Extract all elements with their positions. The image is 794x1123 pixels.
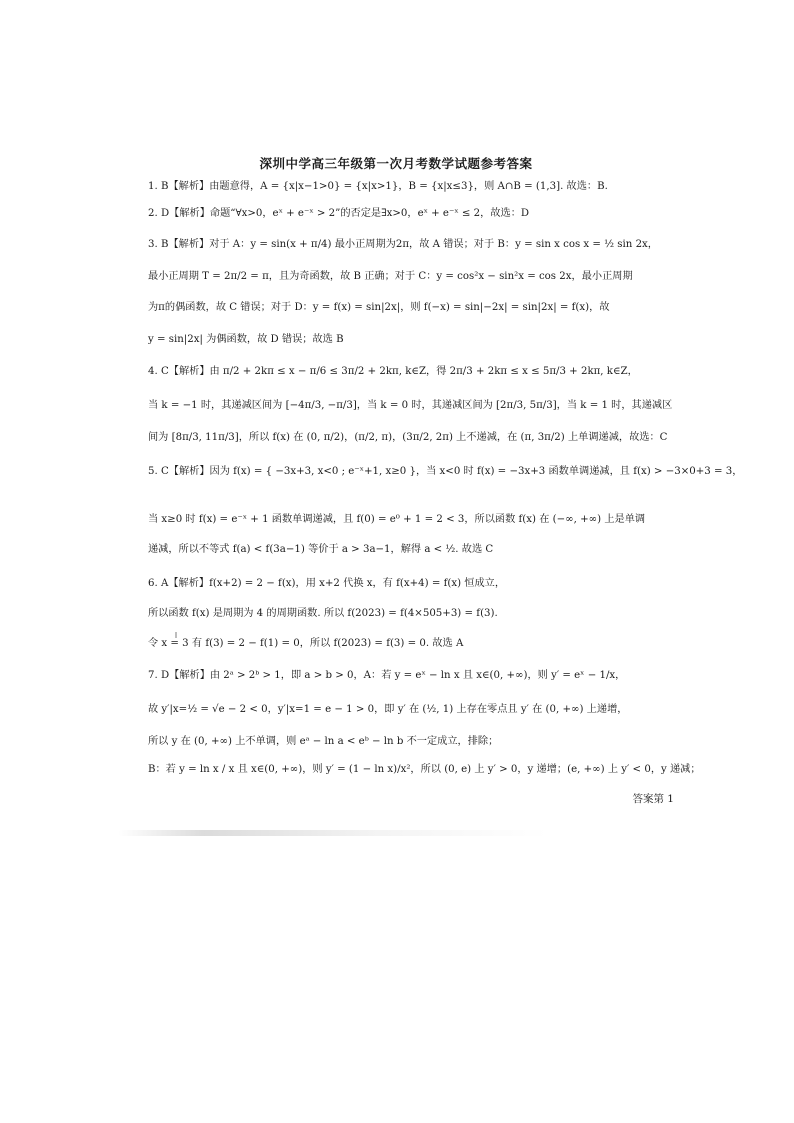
answer-line: 3. B【解析】对于 A：y = sin(x + π/4) 最小正周期为2π，故 A 错误；对于 B：y = sin x cos x = ½ sin 2x，: [148, 239, 658, 250]
answer-line: 所以 y 在 (0, +∞) 上不单调，则 eᵃ − ln a < eᵇ − ln b 不一定成立，排除；: [148, 736, 499, 747]
answer-line: 所以函数 f(x) 是周期为 4 的周期函数. 所以 f(2023) = f(4×505+3) = f(3).: [148, 608, 498, 619]
answer-line: 4. C【解析】由 π/2 + 2kπ ≤ x − π/6 ≤ 3π/2 + 2kπ, k∈Z，得 2π/3 + 2kπ ≤ x ≤ 5π/3 + 2kπ, k∈Z，: [148, 366, 638, 377]
answer-line: 当 k = −1 时，其递减区间为 [−4π/3, −π/3]，当 k = 0 时，其递减区间为 [2π/3, 5π/3]，当 k = 1 时，其递减区: [148, 400, 673, 411]
scan-speck: [175, 632, 177, 638]
answer-line: 递减，所以不等式 f(a) < f(3a−1) 等价于 a > 3a−1，解得 a < ½. 故选 C: [148, 544, 494, 555]
answer-line: 为π的偶函数，故 C 错误；对于 D：y = f(x) = sin|2x|，则 f(−x) = sin|−2x| = sin|2x| = f(x)，故: [148, 302, 610, 313]
answer-line: 当 x≥0 时 f(x) = e⁻ˣ + 1 函数单调递减，且 f(0) = e⁰ + 1 = 2 < 3，所以函数 f(x) 在 (−∞, +∞) 上是单调: [148, 514, 646, 525]
answer-line: 故 y′|x=½ = √e − 2 < 0，y′|x=1 = e − 1 > 0，即 y′ 在 (½, 1) 上存在零点且 y′ 在 (0, +∞) 上递增，: [148, 704, 628, 715]
document-title: 深圳中学高三年级第一次月考数学试题参考答案: [259, 156, 533, 171]
answer-line: 5. C【解析】因为 f(x) = { −3x+3, x<0 ; e⁻ˣ+1, x≥0 }，当 x<0 时 f(x) = −3x+3 函数单调递减，且 f(x) > −3×0+3 = 3，: [148, 466, 743, 477]
answer-line: 令 x = 3 有 f(3) = 2 − f(1) = 0，所以 f(2023) = f(3) = 0. 故选 A: [148, 638, 464, 649]
page-footer: 答案第 1: [632, 793, 674, 805]
answer-line: y = sin|2x| 为偶函数，故 D 错误；故选 B: [148, 334, 344, 345]
answer-line: 1. B【解析】由题意得，A = {x|x−1>0} = {x|x>1}，B = {x|x≤3}，则 A∩B = (1,3]. 故选：B.: [148, 181, 608, 192]
answer-line: 7. D【解析】由 2ᵃ > 2ᵇ > 1，即 a > b > 0，A：若 y = eˣ − ln x 且 x∈(0, +∞)，则 y′ = eˣ − 1/x，: [148, 670, 626, 681]
answer-line: 2. D【解析】命题“∀x>0，eˣ + e⁻ˣ > 2”的否定是∃x>0，eˣ + e⁻ˣ ≤ 2，故选：D: [148, 208, 530, 219]
answer-sheet: [118, 140, 743, 840]
answer-line: 6. A【解析】f(x+2) = 2 − f(x)，用 x+2 代换 x，有 f(x+4) = f(x) 恒成立，: [148, 578, 506, 589]
answer-line: B：若 y = ln x / x 且 x∈(0, +∞)，则 y′ = (1 − ln x)/x²，所以 (0, e) 上 y′ > 0，y 递增；(e, +∞) 上 y′ < 0，y 递减；: [148, 764, 701, 775]
answer-line: 间为 [8π/3, 11π/3]，所以 f(x) 在 (0, π/2)，(π/2, π)，(3π/2, 2π) 上不递减，在 (π, 3π/2) 上单调递减，故选：C: [148, 432, 668, 443]
answer-line: 最小正周期 T = 2π/2 = π，且为奇函数，故 B 正确；对于 C：y = cos²x − sin²x = cos 2x，最小正周期: [148, 271, 633, 282]
scan-artifact: [118, 830, 548, 836]
